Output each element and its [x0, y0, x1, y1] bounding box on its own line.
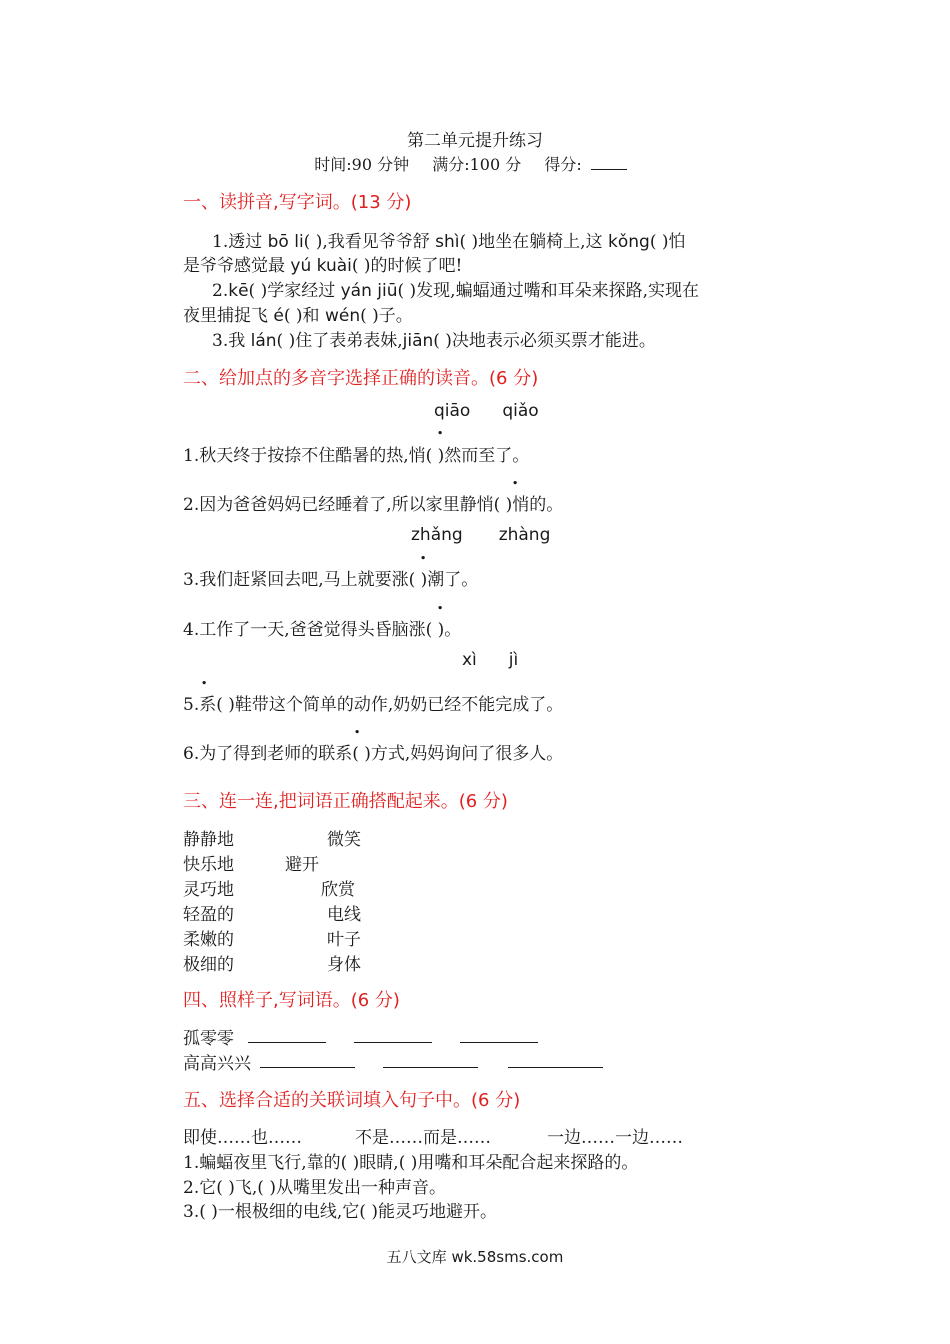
conjunction-option: 一边……一边……	[547, 1128, 683, 1148]
pinyin-options-3	[462, 650, 518, 670]
answer-blank[interactable]	[354, 1041, 432, 1043]
s1-q3-blank2[interactable]: ( )决地表示必须买票才能进。	[433, 331, 656, 351]
example-word-1: 孤零零	[183, 1029, 234, 1049]
pinyin-options-2	[411, 525, 550, 545]
s2-q5[interactable]: 5.系( )鞋带这个简单的动作,奶奶已经不能完成了。	[183, 695, 564, 715]
pinyin-option: jì	[508, 650, 519, 670]
s1-q2-line1: 2.kē( )学家经过 yán jiū( )发现,蝙蝠通过嘴和耳朵来探路,实现在	[212, 281, 699, 301]
page-title: 第二单元提升练习	[407, 131, 543, 151]
match-left-item[interactable]: 快乐地	[183, 855, 234, 875]
s1-q2-blank3[interactable]: ( )和	[283, 306, 325, 326]
s1-q1-line1: 1.透过 bō li( ),我看见爷爷舒 shì( )地坐在躺椅上,这 kǒng( )怕	[212, 232, 686, 252]
match-left-item[interactable]: 极细的	[183, 955, 234, 975]
pinyin-option: qiǎo	[502, 401, 539, 421]
section-4-heading: 四、照样子,写词语。(6 分)	[183, 990, 400, 1011]
match-left-item[interactable]: 轻盈的	[183, 905, 234, 925]
s1-q1-blank3[interactable]: ( )怕	[649, 232, 686, 252]
s5-q3[interactable]: 3.( )一根极细的电线,它( )能灵巧地避开。	[183, 1202, 497, 1222]
s2-q6[interactable]: 6.为了得到老师的联系( )方式,妈妈询问了很多人。	[183, 744, 564, 764]
emphasis-dot: .	[420, 543, 427, 564]
conjunction-option: 不是……而是……	[355, 1128, 491, 1148]
full-score: 满分:100 分	[432, 155, 522, 174]
example-word-2: 高高兴兴	[183, 1054, 251, 1074]
match-left-item[interactable]: 静静地	[183, 830, 234, 850]
answer-blank[interactable]	[248, 1041, 326, 1043]
emphasis-dot: .	[437, 593, 444, 614]
s1-q2-blank4[interactable]: ( )子。	[360, 306, 413, 326]
match-right-item[interactable]: 欣赏	[321, 880, 355, 900]
emphasis-dot: .	[512, 468, 519, 489]
match-right-item[interactable]: 电线	[327, 905, 361, 925]
s1-q1-blank1[interactable]: ( ),我看见爷爷舒	[303, 232, 436, 252]
pinyin-option: xì	[462, 650, 477, 670]
match-right-item[interactable]: 身体	[327, 955, 361, 975]
answer-blank[interactable]	[260, 1066, 355, 1068]
match-right-item[interactable]: 叶子	[327, 930, 361, 950]
answer-blank[interactable]	[460, 1041, 538, 1043]
s2-q3[interactable]: 3.我们赶紧回去吧,马上就要涨( )潮了。	[183, 570, 479, 590]
s1-q3-line: 3.我 lán( )住了表弟表妹,jiān( )决地表示必须买票才能进。	[212, 331, 656, 351]
s2-q2[interactable]: 2.因为爸爸妈妈已经睡着了,所以家里静悄( )悄的。	[183, 495, 564, 515]
s1-q1-blank4[interactable]: ( )的时候了吧!	[351, 256, 463, 276]
s2-q4[interactable]: 4.工作了一天,爸爸觉得头昏脑涨( )。	[183, 620, 462, 640]
emphasis-dot: .	[437, 418, 444, 439]
s1-q2-line2: 夜里捕捉飞 é( )和 wén( )子。	[183, 306, 413, 326]
answer-blank[interactable]	[508, 1066, 603, 1068]
pinyin-options-1	[434, 401, 539, 421]
s1-q3-blank1[interactable]: ( )住了表弟表妹,	[276, 331, 403, 351]
score-field: 得分:	[544, 155, 635, 174]
section-2-heading: 二、给加点的多音字选择正确的读音。(6 分)	[183, 368, 539, 389]
s2-q1[interactable]: 1.秋天终于按捺不住酷暑的热,悄( )然而至了。	[183, 446, 530, 466]
pinyin-option: zhàng	[498, 525, 551, 545]
answer-blank[interactable]	[383, 1066, 478, 1068]
match-right-item[interactable]: 避开	[285, 855, 319, 875]
s5-q2[interactable]: 2.它( )飞,( )从嘴里发出一种声音。	[183, 1178, 446, 1198]
match-right-item[interactable]: 微笑	[327, 830, 361, 850]
s1-q2-blank2[interactable]: ( )发现,蝙蝠通过嘴和耳朵来探路,实现在	[397, 281, 699, 301]
footer-watermark: 五八文库 wk.58sms.com	[386, 1248, 564, 1266]
section-1-heading: 一、读拼音,写字词。(13 分)	[183, 192, 412, 213]
s1-q1-line2: 是爷爷感觉最 yú kuài( )的时候了吧!	[183, 256, 463, 276]
section-3-heading: 三、连一连,把词语正确搭配起来。(6 分)	[183, 791, 508, 812]
pinyin-option: qiāo	[434, 401, 471, 421]
time-limit: 时间:90 分钟	[314, 155, 410, 174]
conjunction-option: 即使……也……	[183, 1128, 302, 1148]
s1-q1-blank2[interactable]: ( )地坐在躺椅上,这	[459, 232, 608, 252]
section-5-heading: 五、选择合适的关联词填入句子中。(6 分)	[183, 1090, 521, 1111]
pinyin-option: zhǎng	[411, 525, 463, 545]
match-left-item[interactable]: 灵巧地	[183, 880, 234, 900]
s1-q2-blank1[interactable]: ( )学家经过	[248, 281, 341, 301]
match-left-item[interactable]: 柔嫩的	[183, 930, 234, 950]
exam-meta	[0, 152, 950, 175]
score-blank[interactable]	[591, 155, 627, 170]
emphasis-dot: .	[354, 717, 361, 738]
emphasis-dot: .	[201, 668, 208, 689]
s5-q1[interactable]: 1.蝙蝠夜里飞行,靠的( )眼睛,( )用嘴和耳朵配合起来探路的。	[183, 1153, 639, 1173]
